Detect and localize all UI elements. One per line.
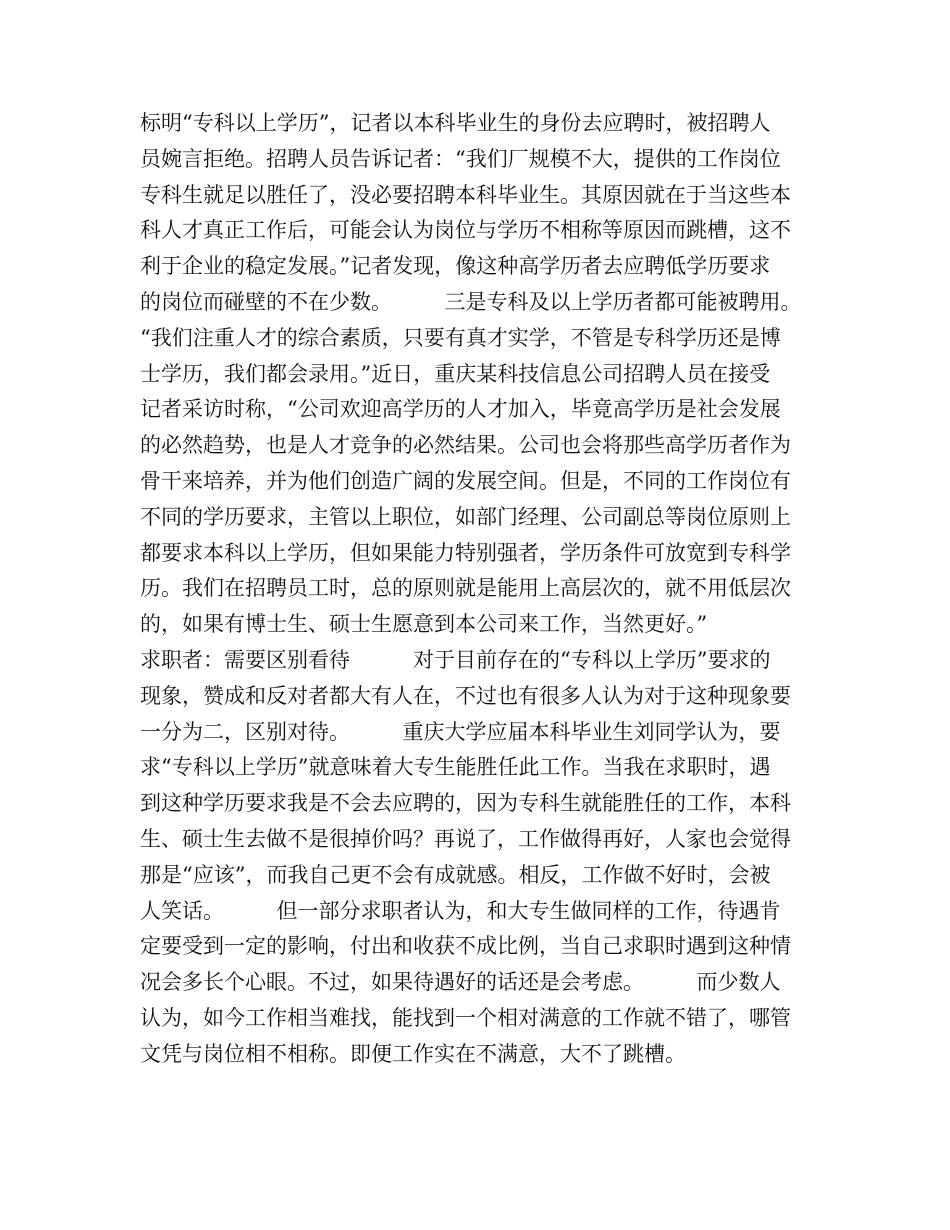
article-body: [140, 106, 830, 1073]
text-line: 那是“应该”，而我自己更不会有成就感。相反，工作做不好时，会被: [140, 862, 771, 887]
text-line: 都要求本科以上学历，但如果能力特别强者，学历条件可放宽到专科学: [140, 540, 791, 565]
text-line: 生、硕士生去做不是很掉价吗？再说了，工作做得再好，人家也会觉得: [140, 826, 791, 851]
text-line: 认为，如今工作相当难找，能找到一个相对满意的工作就不错了，哪管: [140, 1005, 791, 1030]
text-line: 利于企业的稳定发展。”记者发现，像这种高学历者去应聘低学历要求: [140, 254, 771, 279]
text-line: 士学历，我们都会录用。”近日，重庆某科技信息公司招聘人员在接受: [140, 361, 771, 386]
text-line: 求“专科以上学历”就意味着大专生能胜任此工作。当我在求职时，遇: [140, 755, 771, 780]
text-line: 的必然趋势，也是人才竞争的必然结果。公司也会将那些高学历者作为: [140, 433, 791, 458]
text-line: 骨干来培养，并为他们创造广阔的发展空间。但是，不同的工作岗位有: [140, 468, 791, 493]
text-line: 一分为二，区别对待。 重庆大学应届本科毕业生刘同学认为，要: [140, 719, 781, 744]
text-line: 的，如果有博士生、硕士生愿意到本公司来工作，当然更好。”: [140, 612, 708, 637]
text-line: 记者采访时称，“公司欢迎高学历的人才加入，毕竟高学历是社会发展: [140, 397, 781, 422]
text-line: 不同的学历要求，主管以上职位，如部门经理、公司副总等岗位原则上: [140, 504, 791, 529]
text-line: 历。我们在招聘员工时，总的原则就是能用上高层次的，就不用低层次: [140, 576, 791, 601]
text-line: 人笑话。 但一部分求职者认为，和大专生做同样的工作，待遇肯: [140, 898, 781, 923]
text-line: 况会多长个心眼。不过，如果待遇好的话还是会考虑。 而少数人: [140, 970, 781, 995]
text-line: 到这种学历要求我是不会去应聘的，因为专科生就能胜任的工作，本科: [140, 791, 791, 816]
text-line: 现象，赞成和反对者都大有人在，不过也有很多人认为对于这种现象要: [140, 683, 791, 708]
text-line: 科人才真正工作后，可能会认为岗位与学历不相称等原因而跳槽，这不: [140, 218, 791, 243]
text-line: 员婉言拒绝。招聘人员告诉记者：“我们厂规模不大，提供的工作岗位: [140, 146, 781, 171]
text-line: 定要受到一定的影响，付出和收获不成比例，当自己求职时遇到这种情: [140, 934, 791, 959]
text-line: 标明“专科以上学历”，记者以本科毕业生的身份去应聘时，被招聘人: [140, 111, 771, 135]
text-line: 专科生就足以胜任了，没必要招聘本科毕业生。其原因就在于当这些本: [140, 182, 791, 207]
text-line: “我们注重人才的综合素质，只要有真才实学，不管是专科学历还是博: [140, 325, 781, 350]
text-line: 的岗位而碰壁的不在少数。 三是专科及以上学历者都可能被聘用。: [140, 289, 802, 314]
text-line: 求职者：需要区别看待 对于目前存在的“专科以上学历”要求的: [140, 647, 771, 672]
text-line: 文凭与岗位相不相称。即便工作实在不满意，大不了跳槽。: [140, 1041, 686, 1066]
